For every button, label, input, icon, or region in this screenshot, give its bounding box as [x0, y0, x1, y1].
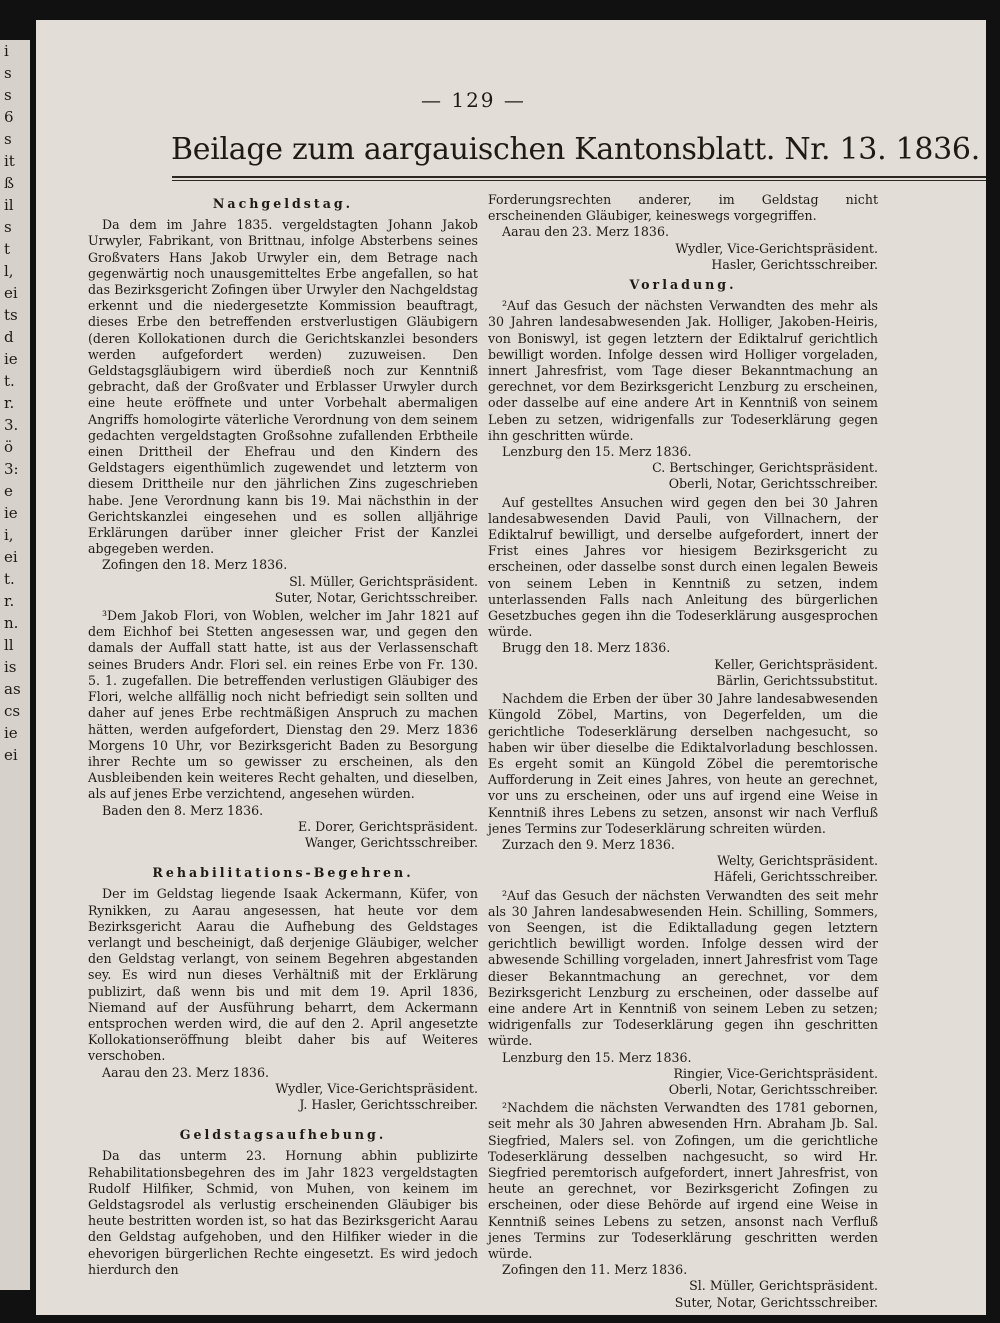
notice-signature: Suter, Notar, Gerichtsschreiber.: [674, 1294, 878, 1310]
notice-signature: Häfeli, Gerichtsschreiber.: [713, 869, 878, 885]
notice-body: Der im Geldstag liegende Isaak Ackermann, Küfer, von Rynikken, zu Aarau angesessen, hat heute vor dem Bezirksgericht Aarau die Aufhebung des Geldstages verlangt und bescheinigt, daß derjenige Gläubiger, welcher den Geldstag verlangt, von seinem Begehren abgestanden sey. Es wird nun dieses Verhältniß mit der Erklärung publizirt, daß wenn bis und mit dem 19. April 1836, Niemand auf der Ausführung beharrt, dem Ackermann entsprochen werden wird, die auf den 2. April angesetzte Kollokationseröffnung bleibt daher bis auf Weiteres verschoben.: [88, 886, 478, 1064]
facing-margin-fragment: r.: [4, 394, 15, 412]
facing-margin-fragment: i,: [4, 526, 14, 544]
facing-margin-fragment: s: [4, 218, 12, 236]
facing-margin-fragment: ts: [4, 306, 18, 324]
notice-signature: Sl. Müller, Gerichtspräsident.: [689, 1278, 878, 1294]
notice-date: Brugg den 18. Merz 1836.: [502, 640, 671, 656]
facing-margin-fragment: ie: [4, 504, 18, 522]
notice-body: ²Nachdem die nächsten Verwandten des 1781 gebornen, seit mehr als 30 Jahren abwesenden Hrn. Abraham Jb. Sal. Siegfried, Malers sel. von Zofingen, um die gerichtliche Todeserklärung desselben nachgesucht, so wird Hr. Siegfried peremtorisch aufgefordert, innert Jahresfrist, von heute an gerechnet, vor Bezirksgericht Zofingen zu erscheinen, oder diese Behörde auf irgend eine Weise in Kenntniß seines Lebens zu setzen, ansonst nach Verfluß jenes Termins zur Todeserklärung geschritten werden würde.: [488, 1100, 878, 1261]
notice-signature: Sl. Müller, Gerichtspräsident.: [289, 573, 478, 589]
facing-margin-fragment: ie: [4, 350, 18, 368]
notice-body: Da dem im Jahre 1835. vergeldstagten Johann Jakob Urwyler, Fabrikant, von Brittnau, infolge Absterbens seines Großvaters Hans Jakob Urwyler ein, dem Betrage nach gegenwärtig noch unausgemitteltes Erbe angefallen, so hat das Bezirksgericht Zofingen über Urwyler den Nachgeldstag erkennt und die niedergesetzte Kommission beauftragt, dieses Erbe den betreffenden erstverlustigen Gläubigern (deren Kollokationen durch die Gerichtskanzlei besonders werden aufgefordert werden) zuzuweisen. Den Geldstagsgläubigern wird überdieß noch zur Kenntniß gebracht, daß der Großvater und Erblasser Urwyler durch eine heute eröffnete und unter Vorbehalt abermaligen Angriffs homologirte väterliche Verordnung von dem seinem gedachten vergeldstagten Großsohne zufallenden Erbtheile einen Drittheil der Ehefrau und den Kindern des Geldstagers eigenthümlich zugewendet und letzterm von diesem Drittheile nur den jährlichen Zins zugeschrieben habe. Jene Verordnung kann bis 19. Mai nächsthin in der Gerichtskanzlei eingesehen und es sollen alljährige Erklärungen darüber inner gleicher Frist der Kanzlei abgegeben werden.: [88, 217, 478, 557]
notice-signature: Bärlin, Gerichtssubstitut.: [716, 672, 878, 688]
facing-margin-fragment: ö: [4, 438, 14, 456]
facing-margin-fragment: ei: [4, 284, 18, 302]
notice-signature: Oberli, Notar, Gerichtsschreiber.: [668, 1081, 878, 1097]
notice-date: Aarau den 23. Merz 1836.: [502, 224, 669, 240]
facing-margin-fragment: ei: [4, 746, 18, 764]
notice-body: Auf gestelltes Ansuchen wird gegen den bei 30 Jahren landesabwesenden David Pauli, von Villnachern, der Ediktalruf bewilligt, und derselbe aufgefordert, innert der Frist eines Jahres vor hiesigem Bezirksgericht zu erscheinen, oder dasselbe sonst durch einen legalen Beweis von seinem Leben in Kenntniß zu setzen, indem unterlassenden Falls nach Anleitung des bürgerlichen Gesetzbuches gegen ihn die Todeserklärung ausgesprochen würde.: [488, 494, 878, 640]
facing-margin-fragment: s: [4, 86, 12, 104]
notice-body: ²Auf das Gesuch der nächsten Verwandten des mehr als 30 Jahren landesabwesenden Jak. Holliger, Jakoben-Heiris, von Boniswyl, ist gegen letztern der Ediktalruf gerichtlich bewilligt worden. Infolge dessen wird Holliger vorgeladen, innert Jahresfrist, vom Tage dieser Bekanntmachung an gerechnet, vor dem Bezirksgericht Lenzburg zu erscheinen, oder dasselbe auf eine andere Art in Kenntniß von seinem Leben zu setzen, widrigenfalls zur Todeserklärung gegen ihn geschritten würde.: [488, 298, 878, 443]
notice-signature: Ringier, Vice-Gerichtspräsident.: [673, 1065, 878, 1081]
facing-margin-fragment: t.: [4, 372, 15, 390]
notice-body: Da das unterm 23. Hornung abhin publizirte Rehabilitationsbegehren des im Jahr 1823 vergeldstagten Rudolf Hilfiker, Schmid, von Muhen, von keinem im Geldstagsrodel als verlustig erscheinenden Gläubiger bis heute bestritten worden ist, so hat das Bezirksgericht Aarau den Geldstag aufgehoben, und den Hilfiker wieder in die ehevorigen bürgerlichen Rechte eingesetzt. Es wird jedoch hierdurch den: [88, 1148, 478, 1277]
facing-margin-fragment: e: [4, 482, 13, 500]
notice-signature: Wydler, Vice-Gerichtspräsident.: [675, 240, 878, 256]
section-heading-nachgeldstag: Nachgeldstag.: [212, 196, 354, 211]
notice-signature: Oberli, Notar, Gerichtsschreiber.: [668, 476, 878, 492]
notice-signature: Keller, Gerichtspräsident.: [714, 656, 878, 672]
facing-margin-fragment: 6: [4, 108, 14, 126]
notice-signature: C. Bertschinger, Gerichtspräsident.: [652, 460, 878, 476]
notice-date: Zurzach den 9. Merz 1836.: [502, 836, 675, 852]
notice-body: ²Auf das Gesuch der nächsten Verwandten des seit mehr als 30 Jahren landesabwesenden Hein. Schilling, Sommers, von Seengen, ist die Ediktalladung gegen letztern gerichtlich bewilligt worden. Infolge dessen wird der abwesende Schilling vorgeladen, innert Jahresfrist vom Tage dieser Bekanntmachung an gerechnet, vor dem Bezirksgericht Lenzburg zu erscheinen, oder dasselbe auf eine andere Art in Kenntniß von seinem Leben zu setzen; widrigenfalls zur Todeserklärung gegen ihn geschritten würde.: [488, 887, 878, 1049]
facing-margin-fragment: il: [4, 196, 14, 214]
notice-date: Zofingen den 18. Merz 1836.: [102, 557, 288, 573]
notice-body-continued: Forderungsrechten anderer, im Geldstag nicht erscheinenden Gläubiger, keineswegs vorgegriffen.: [488, 192, 878, 224]
facing-margin-fragment: 3:: [4, 460, 19, 478]
newspaper-page: [36, 20, 986, 1315]
facing-margin-fragment: s: [4, 64, 12, 82]
facing-margin-fragment: ei: [4, 548, 18, 566]
notice-signature: Wanger, Gerichtsschreiber.: [304, 834, 478, 850]
page-title: Beilage zum aargauischen Kantonsblatt. Nr. 13. 1836.: [171, 132, 980, 167]
section-heading-geldstagsaufhebung: Geldstagsaufhebung.: [179, 1127, 387, 1143]
left-column: [88, 192, 478, 1278]
facing-margin-fragment: is: [4, 658, 17, 676]
notice-date: Aarau den 23. Merz 1836.: [102, 1064, 269, 1080]
notice-body: ³Dem Jakob Flori, von Woblen, welcher im Jahr 1821 auf dem Eichhof bei Stetten angesessen war, und gegen den damals der Auffall statt hatte, ist aus der Verlassenschaft seines Bruders Andr. Flori sel. ein reines Erbe von Fr. 130. 5. 1. zugefallen. Die betreffenden verlustigen Gläubiger des Flori, welche allfällig noch nicht befriedigt sein sollten und daher auf jenes Erbe rechtmäßigen Anspruch zu machen hätten, werden aufgefordert, Dienstag den 29. Merz 1836 Morgens 10 Uhr, vor Bezirksgericht Baden zu Besorgung ihrer Rechte um so gewisser zu erscheinen, als den Ausbleibenden kein weiteres Recht gehalten, und dieselben, als auf jenes Erbe verzichtend, angesehen würden.: [88, 608, 478, 802]
notice-signature: J. Hasler, Gerichtsschreiber.: [299, 1096, 478, 1112]
facing-margin-fragment: t.: [4, 570, 15, 588]
notice-date: Lenzburg den 15. Merz 1836.: [502, 1049, 692, 1065]
page-number: — 129 —: [421, 88, 526, 112]
facing-page-margin: [0, 40, 30, 1290]
facing-margin-fragment: ß: [4, 174, 15, 192]
facing-margin-fragment: ie: [4, 724, 18, 742]
facing-margin-fragment: it: [4, 152, 15, 170]
facing-margin-fragment: 3.: [4, 416, 19, 434]
facing-margin-fragment: n.: [4, 614, 19, 632]
notice-signature: E. Dorer, Gerichtspräsident.: [297, 818, 478, 834]
header-rule-thin: [172, 180, 986, 181]
notice-signature: Welty, Gerichtspräsident.: [717, 853, 878, 869]
facing-margin-fragment: s: [4, 130, 12, 148]
facing-margin-fragment: l,: [4, 262, 14, 280]
facing-margin-fragment: cs: [4, 702, 21, 720]
notice-signature: Hasler, Gerichtsschreiber.: [711, 256, 878, 272]
notice-date: Zofingen den 11. Merz 1836.: [502, 1262, 688, 1278]
facing-margin-fragment: r.: [4, 592, 15, 610]
facing-margin-fragment: d: [4, 328, 14, 346]
notice-date: Lenzburg den 15. Merz 1836.: [502, 444, 692, 460]
notice-date: Baden den 8. Merz 1836.: [102, 802, 264, 818]
notice-signature: Suter, Notar, Gerichtsschreiber.: [274, 589, 478, 605]
section-heading-rehabilitation: Rehabilitations-Begehren.: [152, 865, 414, 881]
facing-margin-fragment: as: [4, 680, 21, 698]
facing-margin-fragment: i: [4, 42, 9, 60]
notice-signature: Wydler, Vice-Gerichtspräsident.: [275, 1080, 478, 1096]
notice-body: Nachdem die Erben der über 30 Jahre landesabwesenden Küngold Zöbel, Martins, von Degerfelden, um die gerichtliche Todeserklärung derselben nachgesucht, so haben wir über dieselbe die Ediktalvorladung beschlossen. Es ergeht somit an Küngold Zöbel die peremtorische Aufforderung in Zeit eines Jahres, von heute an gerechnet, vor uns zu erscheinen, oder uns auf irgend eine Weise in Kenntniß ihres Lebens zu setzen, ansonst wir nach Verfluß jenes Termins zur Todeserklärung schreiten würden.: [488, 691, 878, 836]
right-column: [488, 192, 878, 1311]
section-heading-vorladung: Vorladung.: [629, 277, 737, 293]
header-rule: [172, 176, 986, 178]
facing-margin-fragment: ll: [4, 636, 14, 654]
facing-margin-fragment: t: [4, 240, 11, 258]
